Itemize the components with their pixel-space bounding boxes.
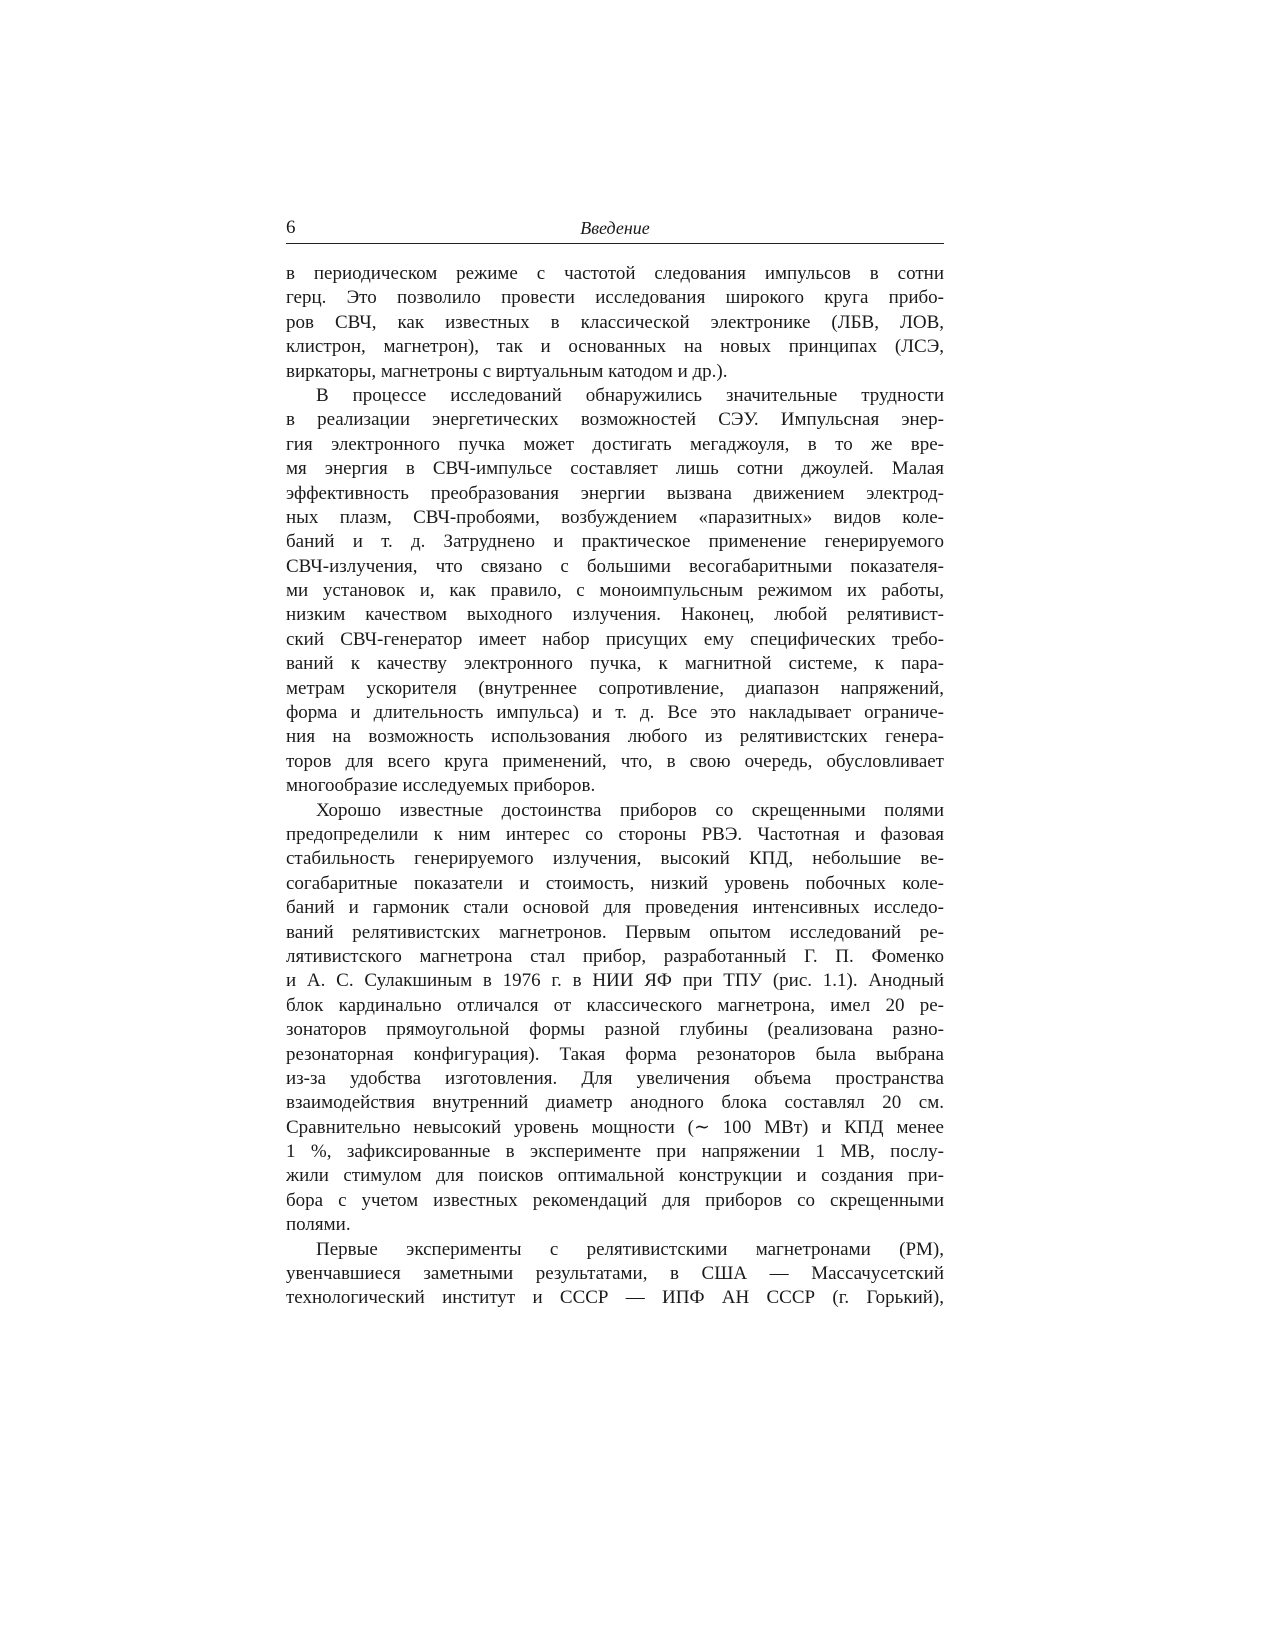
text-line: ми установок и, как правило, с моноимпульсным режимом их работы, <box>286 580 944 602</box>
text-line: жили стимулом для поисков оптимальной конструкции и создания при- <box>286 1165 944 1187</box>
text-line: ния на возможность использования любого из релятивистских генера- <box>286 726 944 748</box>
text-line: лятивистского магнетрона стал прибор, разработанный Г. П. Фоменко <box>286 945 944 967</box>
text-line: взаимодействия внутренний диаметр анодного блока составлял 20 см. <box>286 1092 944 1114</box>
page-number: 6 <box>286 217 296 238</box>
text-line: блок кардинально отличался от классического магнетрона, имел 20 ре- <box>286 994 944 1016</box>
text-line: метрам ускорителя (внутреннее сопротивление, диапазон напряжений, <box>286 677 944 699</box>
text-line: ваний релятивистских магнетронов. Первым опытом исследований ре- <box>286 921 944 943</box>
text-line: стабильность генерируемого излучения, высокий КПД, небольшие ве- <box>286 848 944 870</box>
text-line: В процессе исследований обнаружились значительные трудности <box>316 384 944 406</box>
text-line: согабаритные показатели и стоимость, низкий уровень побочных коле- <box>286 872 944 894</box>
text-line: низким качеством выходного излучения. Наконец, любой релятивист- <box>286 604 944 626</box>
text-line: ных плазм, СВЧ-пробоями, возбуждением «паразитных» видов коле- <box>286 506 944 528</box>
text-line: многообразие исследуемых приборов. <box>286 775 596 797</box>
text-line: и А. С. Сулакшиным в 1976 г. в НИИ ЯФ при ТПУ (рис. 1.1). Анодный <box>286 970 944 992</box>
running-title: Введение <box>580 218 650 238</box>
text-line: Хорошо известные достоинства приборов со скрещенными полями <box>316 799 944 821</box>
page-header <box>286 217 944 244</box>
text-line: увенчавшиеся заметными результатами, в США — Массачусетский <box>286 1263 944 1285</box>
body-text <box>286 262 944 1311</box>
text-line: форма и длительность импульса) и т. д. Все это накладывает ограниче- <box>286 702 944 724</box>
paragraph <box>286 384 944 799</box>
text-line: зонаторов прямоугольной формы разной глубины (реализована разно- <box>286 1019 944 1041</box>
text-line: торов для всего круга применений, что, в свою очередь, обусловливает <box>286 750 944 772</box>
text-line: 1 %, зафиксированные в эксперименте при напряжении 1 МВ, послу- <box>286 1141 944 1163</box>
text-line: предопределили к ним интерес со стороны РВЭ. Частотная и фазовая <box>286 823 944 845</box>
text-line: мя энергия в СВЧ-импульсе составляет лишь сотни джоулей. Малая <box>286 458 944 480</box>
text-line: баний и т. д. Затруднено и практическое применение генерируемого <box>286 531 944 553</box>
text-line: Первые эксперименты с релятивистскими магнетронами (РМ), <box>316 1238 944 1260</box>
text-line: Сравнительно невысокий уровень мощности (∼ 100 МВт) и КПД менее <box>286 1116 944 1138</box>
paragraph <box>286 1238 944 1311</box>
text-line: герц. Это позволило провести исследования широкого круга прибо- <box>286 287 944 309</box>
text-line: технологический институт и СССР — ИПФ АН СССР (г. Горький), <box>286 1287 944 1309</box>
paragraph <box>286 799 944 1238</box>
text-line: полями. <box>286 1214 351 1236</box>
paragraph <box>286 262 944 384</box>
text-line: ров СВЧ, как известных в классической электронике (ЛБВ, ЛОВ, <box>286 311 944 333</box>
text-line: СВЧ-излучения, что связано с большими весогабаритными показателя- <box>286 555 944 577</box>
text-line: клистрон, магнетрон), так и основанных на новых принципах (ЛСЭ, <box>286 336 944 358</box>
text-line: бора с учетом известных рекомендаций для приборов со скрещенными <box>286 1189 944 1211</box>
text-line: баний и гармоник стали основой для проведения интенсивных исследо- <box>286 897 944 919</box>
text-line: резонаторная конфигурация). Такая форма резонаторов была выбрана <box>286 1043 944 1065</box>
text-line: из-за удобства изготовления. Для увеличения объема пространства <box>286 1067 944 1089</box>
text-line: в периодическом режиме с частотой следования импульсов в сотни <box>286 263 944 284</box>
text-line: виркаторы, магнетроны с виртуальным катодом и др.). <box>286 360 728 382</box>
text-line: ский СВЧ-генератор имеет набор присущих ему специфических требо- <box>286 628 944 650</box>
text-line: эффективность преобразования энергии вызвана движением электрод- <box>286 482 944 504</box>
text-line: ваний к качеству электронного пучка, к магнитной системе, к пара- <box>286 653 944 675</box>
text-line: гия электронного пучка может достигать мегаджоуля, в то же вре- <box>286 433 944 455</box>
text-line: в реализации энергетических возможностей СЭУ. Импульсная энер- <box>286 409 944 431</box>
